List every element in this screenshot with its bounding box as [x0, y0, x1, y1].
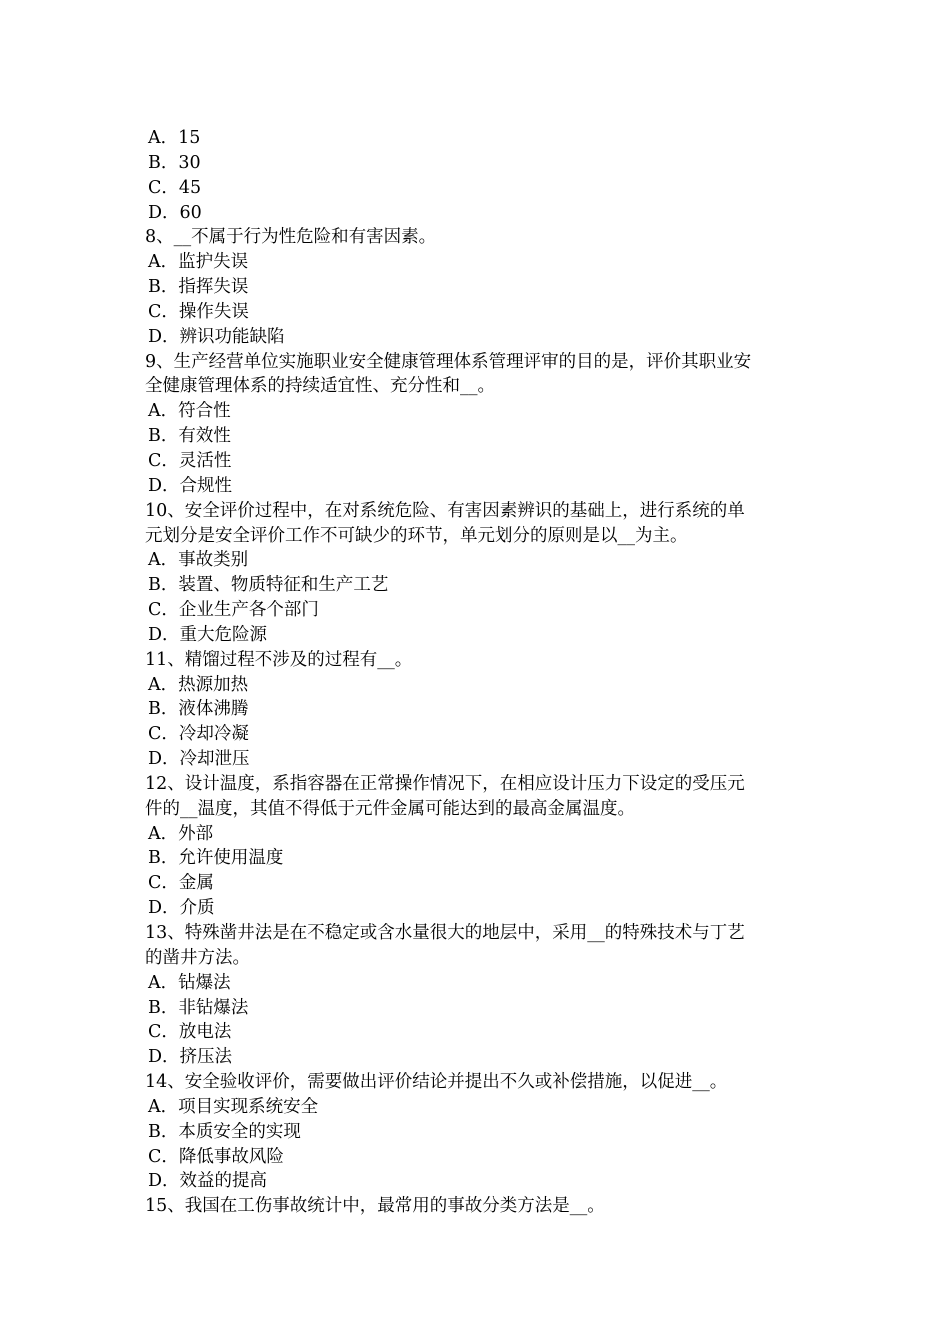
question-line: 15、我国在工伤事故统计中，最常用的事故分类方法是__。 [145, 1196, 605, 1217]
option-line: D．效益的提高 [148, 1171, 268, 1192]
option-line: B．允许使用温度 [148, 848, 284, 869]
option-line: C．降低事故风险 [148, 1146, 284, 1167]
option-line: C．操作失误 [148, 301, 249, 322]
option-line: A．热源加热 [148, 674, 249, 695]
option-line: D．60 [148, 202, 202, 223]
option-line: A．外部 [148, 823, 214, 844]
option-line: D．合规性 [148, 475, 233, 496]
option-line: B．30 [148, 152, 201, 173]
option-line: C．灵活性 [148, 450, 232, 471]
question-line: 件的__温度，其值不得低于元件金属可能达到的最高金属温度。 [145, 798, 635, 819]
question-line: 11、精馏过程不涉及的过程有__。 [145, 649, 413, 670]
option-line: B．有效性 [148, 426, 231, 447]
option-line: A．事故类别 [148, 550, 249, 571]
option-line: B．装置、物质特征和生产工艺 [148, 575, 389, 596]
question-line: 元划分是安全评价工作不可缺少的环节，单元划分的原则是以__为主。 [145, 525, 688, 546]
option-line: A．钻爆法 [148, 972, 231, 993]
option-line: D．介质 [148, 898, 215, 919]
option-line: D．重大危险源 [148, 624, 268, 645]
question-line: 全健康管理体系的持续适宜性、充分性和__。 [145, 376, 495, 397]
question-line: 13、特殊凿井法是在不稳定或含水量很大的地层中，采用__的特殊技术与丁艺 [145, 923, 745, 943]
option-line: A．15 [148, 128, 201, 148]
option-line: A．项目实现系统安全 [148, 1096, 319, 1117]
option-line: D．冷却泄压 [148, 749, 250, 770]
option-line: B．本质安全的实现 [148, 1121, 301, 1142]
option-line: C．放电法 [148, 1022, 232, 1043]
option-line: C．企业生产各个部门 [148, 600, 319, 621]
option-line: D．挤压法 [148, 1047, 233, 1068]
option-line: D．辨识功能缺陷 [148, 326, 285, 347]
option-line: B．非钻爆法 [148, 997, 249, 1018]
option-line: A．符合性 [148, 401, 231, 422]
option-line: B．指挥失误 [148, 277, 249, 298]
option-line: C．冷却冷凝 [148, 724, 249, 745]
option-line: B．液体沸腾 [148, 699, 249, 720]
question-line: 14、安全验收评价，需要做出评价结论并提出不久或补偿措施，以促进__。 [145, 1072, 728, 1093]
option-line: C．45 [148, 177, 202, 198]
question-line: 8、__不属于行为性危险和有害因素。 [145, 227, 437, 248]
document-page [145, 126, 810, 1219]
option-line: A．监护失误 [148, 252, 249, 273]
question-line: 10、安全评价过程中，在对系统危险、有害因素辨识的基础上，进行系统的单 [145, 500, 745, 521]
question-line: 9、生产经营单位实施职业安全健康管理体系管理评审的目的是，评价其职业安 [145, 351, 752, 372]
option-line: C．金属 [148, 873, 214, 894]
question-line: 12、设计温度，系指容器在正常操作情况下，在相应设计压力下设定的受压元 [145, 773, 745, 794]
question-line: 的凿井方法。 [145, 947, 250, 968]
